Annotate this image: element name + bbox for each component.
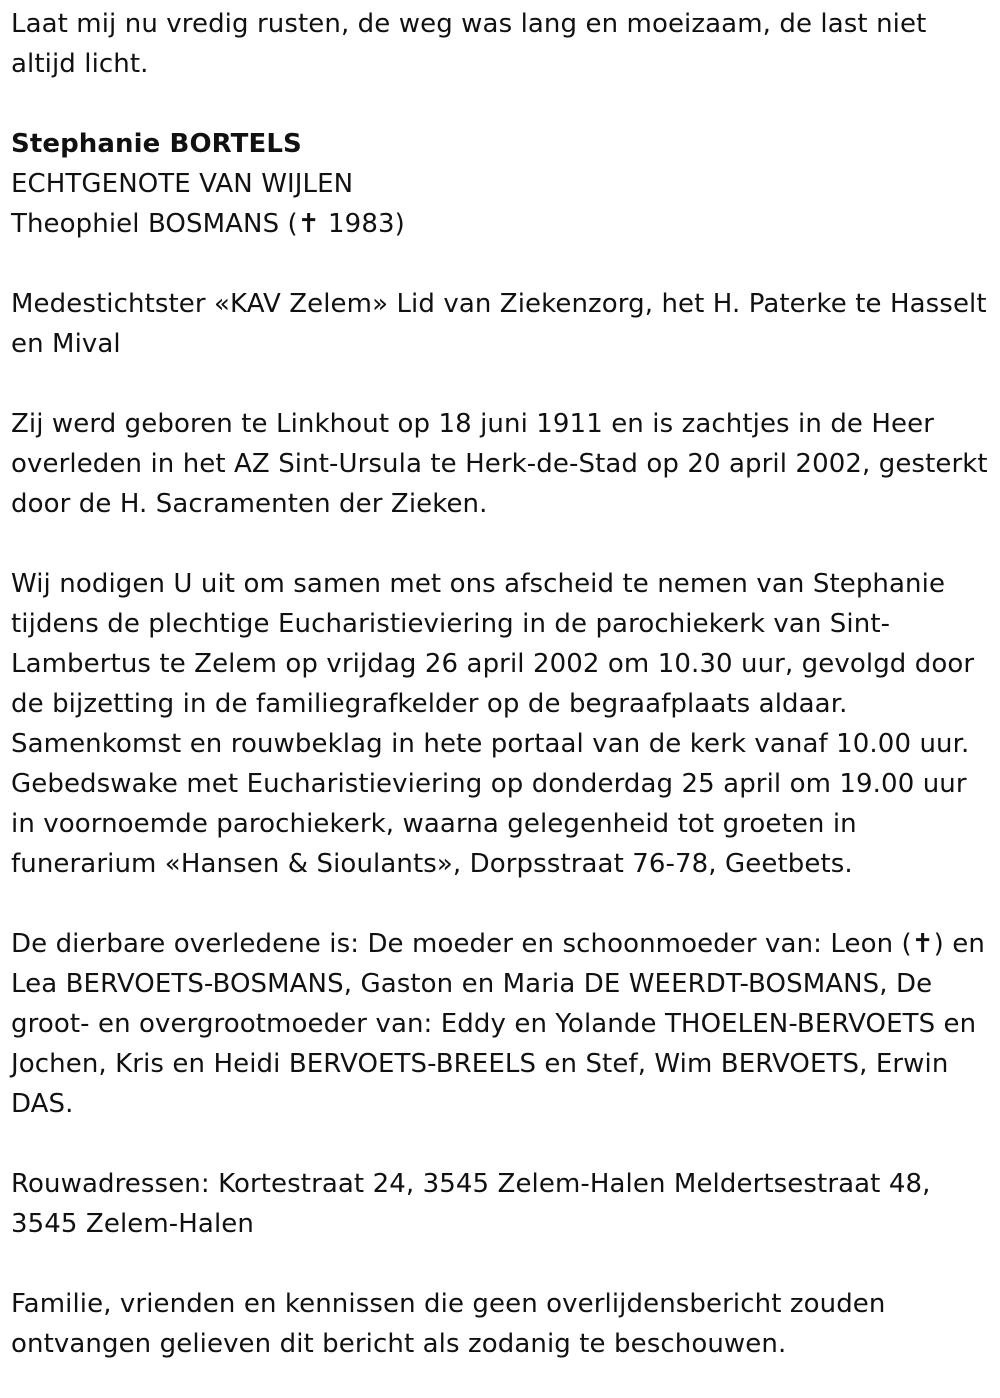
spacer [11,364,991,404]
spouse-name: Theophiel BOSMANS (✝ 1983) [11,209,405,239]
obituary-notice [11,4,991,1364]
spacer [11,1244,991,1284]
birth-death-paragraph: Zij werd geboren te Linkhout op 18 juni 1911 en is zachtjes in de Heer overleden in het AZ Sint-Ursula te Herk-de-Stad op 20 april 2002, gesterkt door de H. Sacramenten der Zieken. [11,409,988,519]
family-paragraph: De dierbare overledene is: De moeder en schoonmoeder van: Leon (✝) en Lea BERVOETS-BOSMANS, Gaston en Maria DE WEERDT-BOSMANS, De groot- en overgrootmoeder van: Eddy en Yolande THOELEN-BERVOETS en Jochen, Kris en Heidi BERVOETS-BREELS en Stef, Wim BERVOETS, Erwin DAS. [11,929,985,1119]
motto-text: Laat mij nu vredig rusten, de weg was lang en moeizaam, de last niet altijd licht. [11,9,927,79]
spouse-title: ECHTGENOTE VAN WIJLEN [11,169,354,199]
spacer [11,524,991,564]
affiliations-paragraph: Medestichtster «KAV Zelem» Lid van Ziekenzorg, het H. Paterke te Hasselt en Mival [11,289,987,359]
closing-paragraph: Familie, vrienden en kennissen die geen overlijdensbericht zouden ontvangen gelieven dit bericht als zodanig te beschouwen. [11,1289,886,1359]
ceremony-paragraph: Wij nodigen U uit om samen met ons afscheid te nemen van Stephanie tijdens de plechtige Eucharistieviering in de parochiekerk van Sint-Lambertus te Zelem op vrijdag 26 april 2002 om 10.30 uur, gevolgd door de bijzetting in de familiegrafkelder op de begraafplaats aldaar. Samenkomst en rouwbeklag in hete portaal van de kerk vanaf 10.00 uur. Gebedswake met Eucharistieviering op donderdag 25 april om 19.00 uur in voornoemde parochiekerk, waarna gelegenheid tot groeten in funerarium «Hansen & Sioulants», Dorpsstraat 76-78, Geetbets. [11,569,975,879]
spacer [11,84,991,124]
spacer [11,1124,991,1164]
deceased-name: Stephanie BORTELS [11,129,302,159]
spacer [11,884,991,924]
spacer [11,244,991,284]
addresses-paragraph: Rouwadressen: Kortestraat 24, 3545 Zelem-Halen Meldertsestraat 48, 3545 Zelem-Halen [11,1169,931,1239]
